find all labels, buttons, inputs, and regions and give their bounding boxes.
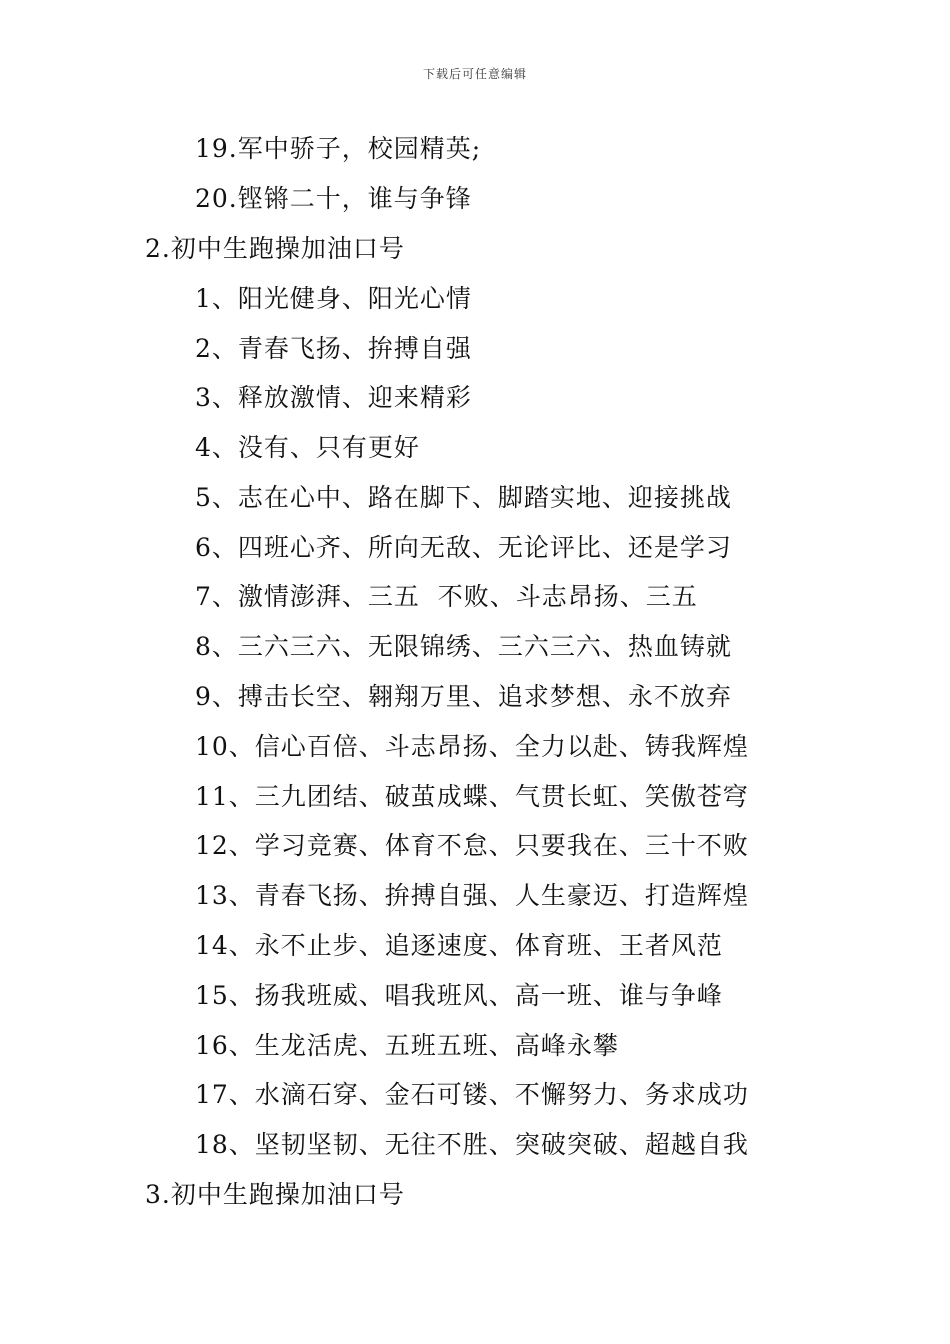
- list-item: 5、志在心中、路在脚下、脚踏实地、迎接挑战: [195, 483, 732, 512]
- list-item: 8、三六三六、无限锦绣、三六三六、热血铸就: [195, 632, 732, 661]
- list-item: 20.铿锵二十，谁与争锋: [195, 184, 472, 213]
- list-item: 11、三九团结、破茧成蝶、气贯长虹、笑傲苍穹: [195, 782, 749, 811]
- list-item: 17、水滴石穿、金石可镂、不懈努力、务求成功: [195, 1080, 749, 1109]
- list-item: 7、激情澎湃、三五 不败、斗志昂扬、三五: [195, 582, 698, 611]
- list-item: 6、四班心齐、所向无敌、无论评比、还是学习: [195, 533, 732, 562]
- section-heading: 3.初中生跑操加油口号: [145, 1180, 405, 1209]
- list-item: 4、没有、只有更好: [195, 433, 420, 462]
- list-item: 10、信心百倍、斗志昂扬、全力以赴、铸我辉煌: [195, 732, 749, 761]
- list-item: 18、坚韧坚韧、无往不胜、突破突破、超越自我: [195, 1130, 749, 1159]
- list-item: 16、生龙活虎、五班五班、高峰永攀: [195, 1031, 619, 1060]
- list-item: 3、释放激情、迎来精彩: [195, 383, 472, 412]
- list-item: 12、学习竞赛、体育不怠、只要我在、三十不败: [195, 831, 749, 860]
- list-item: 19.军中骄子，校园精英;: [195, 134, 482, 163]
- list-item: 9、搏击长空、翱翔万里、追求梦想、永不放弃: [195, 682, 732, 711]
- list-item: 14、永不止步、追逐速度、体育班、王者风范: [195, 931, 723, 960]
- list-item: 15、扬我班威、唱我班风、高一班、谁与争峰: [195, 981, 723, 1010]
- list-item: 1、阳光健身、阳光心情: [195, 284, 472, 313]
- page-header: 下载后可任意编辑: [422, 67, 527, 81]
- section-heading: 2.初中生跑操加油口号: [145, 234, 405, 263]
- list-item: 13、青春飞扬、拚搏自强、人生豪迈、打造辉煌: [195, 881, 749, 910]
- list-item: 2、青春飞扬、拚搏自强: [195, 334, 472, 363]
